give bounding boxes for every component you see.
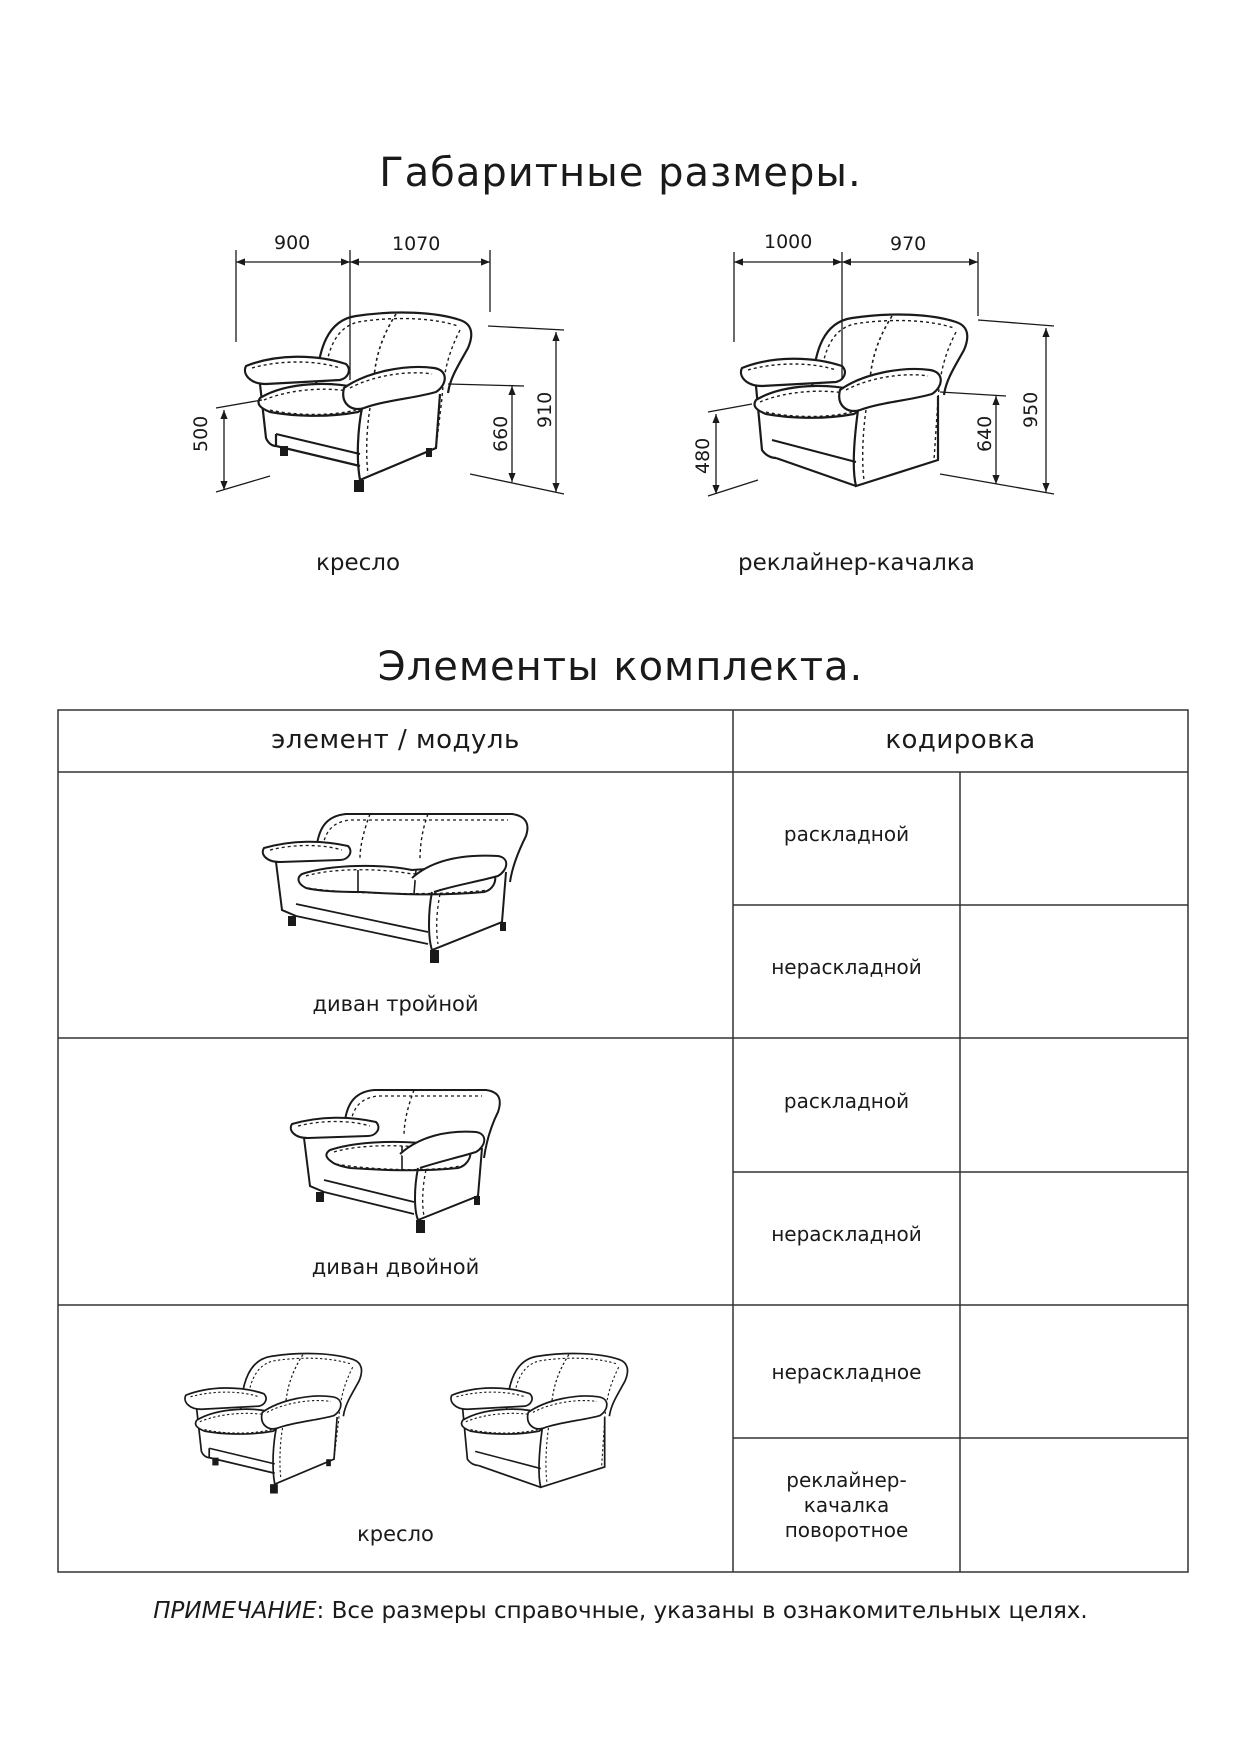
row-element-label: диван тройной [312, 992, 479, 1016]
row-element-label: диван двойной [311, 1255, 480, 1279]
armchair-caption: кресло [316, 550, 401, 576]
dimensions-title: Габаритные размеры. [379, 150, 862, 196]
small-recliner-drawing [451, 1354, 628, 1488]
armchair-width-left: 900 [274, 232, 311, 254]
header-element-module: элемент / модуль [271, 725, 520, 755]
recliner-width-right: 970 [890, 233, 927, 255]
row-variant-label: нераскладной [771, 1222, 922, 1246]
recliner-arm-height: 640 [974, 415, 996, 452]
recliner-drawing [741, 315, 967, 486]
kit-elements-title: Элементы комплекта. [377, 644, 864, 690]
footnote-label: ПРИМЕЧАНИЕ [153, 1598, 317, 1624]
header-coding: кодировка [885, 725, 1036, 755]
armchair-seat-height: 500 [190, 415, 212, 452]
recliner-total-height: 950 [1020, 391, 1042, 428]
row-variant-label: нераскладной [771, 955, 922, 979]
recliner-caption: реклайнер-качалка [738, 550, 975, 576]
table-grid [58, 710, 1188, 1572]
triple-sofa-drawing [263, 814, 528, 963]
recliner-width-left: 1000 [764, 231, 813, 253]
armchair-arm-height: 660 [490, 415, 512, 452]
footnote-text: : Все размеры справочные, указаны в ознакомительных целях. [316, 1598, 1088, 1624]
armchair-drawing [245, 313, 471, 492]
double-sofa-drawing [291, 1090, 500, 1233]
row-variant-label: реклайнер- качалка поворотное [784, 1468, 909, 1542]
armchair-total-height: 910 [534, 391, 556, 428]
small-armchair-drawing [185, 1354, 362, 1494]
recliner-seat-height: 480 [692, 437, 714, 474]
row-variant-label: нераскладное [771, 1360, 922, 1384]
row-variant-label: раскладной [783, 822, 910, 846]
row-variant-label: раскладной [783, 1089, 910, 1113]
armchair-width-right: 1070 [392, 233, 441, 255]
row-element-label: кресло [357, 1522, 434, 1546]
footnote [0, 1598, 1241, 1624]
